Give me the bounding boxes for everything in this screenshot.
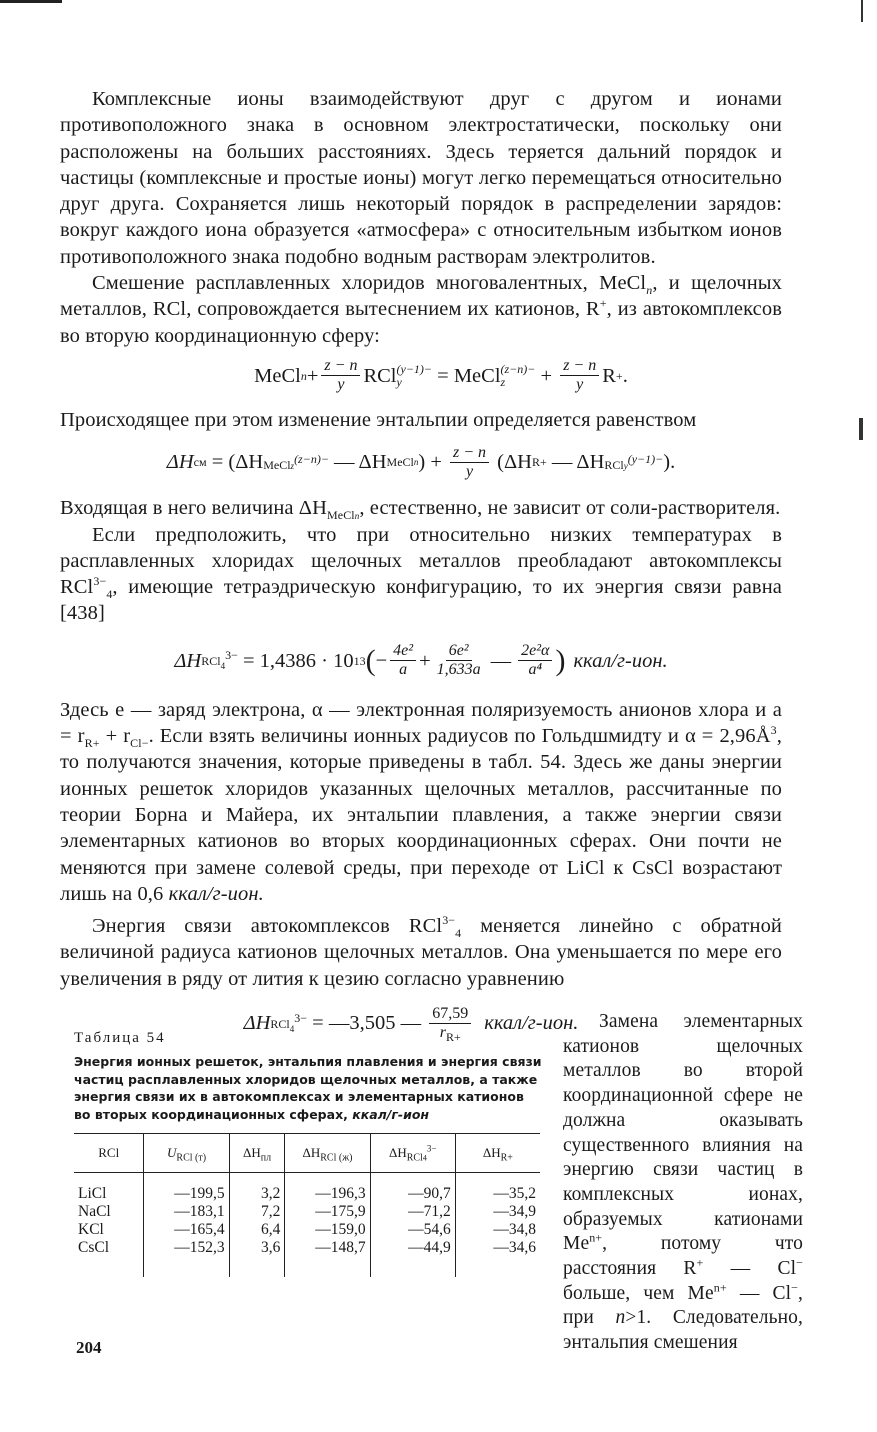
cell-value: CsCl [78, 1239, 110, 1256]
formula-term: 4 [220, 661, 226, 672]
text-run: Если предположить, что при относительно низких температурах в расплавленных хлоридах щелочных металлов преобладают автокомплексы RCl [60, 523, 782, 599]
cell-value: 3,6 [261, 1239, 281, 1256]
table-row [74, 1173, 540, 1278]
text-run: . Если взять величины ионных радиусов по Гольдшмидту и α = 2,96Å [148, 725, 771, 748]
cell-value: —90,7 [408, 1185, 451, 1202]
fraction [321, 357, 360, 394]
text-run: ккал/г-ион [352, 1106, 430, 1122]
formula-term: + [419, 649, 431, 672]
fraction [434, 642, 484, 679]
formula-term: — ΔH [328, 451, 387, 474]
fraction [390, 642, 416, 679]
fraction-numerator: 4e² [390, 642, 416, 661]
text-run: 3− [93, 574, 107, 589]
text-run: Смешение расплавленных хлоридов многовалентных, MeCl [92, 272, 647, 295]
index-stack [397, 363, 433, 389]
fraction-denominator: a [399, 661, 408, 679]
equation-mixing-enthalpy: ΔH см = (ΔH MeClz(z−n)− — ΔH MeCl n ) + $\frac{z - n}{y}$ (ΔH R+ — ΔH RCly(y−1)− ). [166, 443, 676, 480]
text-run: 3 [770, 723, 777, 738]
formula-term: = —3,505 — [307, 1012, 427, 1035]
fraction-denominator: a⁴ [528, 661, 543, 679]
fraction-numerator: 67,59 [429, 1005, 471, 1024]
formula-term: 3− [225, 648, 238, 663]
formula-term: ΔH [243, 1012, 271, 1035]
text-run: Замена элементарных катионов щелочных металлов во второй координационной сфере не должна оказывать существенного влияния на энергию связи частиц в комплексных ионах, образуемых катионами Me [563, 1011, 803, 1255]
text-run: RCl (ж) [320, 1152, 353, 1164]
equation-bond-energy: ΔH RCl$_4$3− = 1,4386 · 10 13 ( − $\frac{\text{4e²}}{a}$ + $\frac{\text{6e²}}{1,633a}$ — $\frac{\text{2e²α}}{\text{a⁴}}$ ) ккал/г-ион. [60, 627, 782, 695]
paragraph [60, 495, 782, 521]
formula-term: ). [663, 451, 676, 474]
formula-term: R [602, 364, 616, 387]
text-run: 3− [426, 1143, 437, 1154]
fraction-denominator: y [576, 376, 584, 394]
cell-value: —199,5 [174, 1185, 225, 1202]
text-run: + [696, 1255, 704, 1270]
text-run: n [646, 283, 653, 298]
cell-value: —44,9 [408, 1239, 451, 1256]
table-cell-autocomplex-energy [370, 1173, 455, 1278]
equation-exchange: MeCl n + $\frac{z - n}{y}$ RCl (y−1)− y = MeCl (z−n)− z + $\frac{z - n}{y}$ R + . [254, 357, 628, 394]
formula-term: — ΔH [546, 451, 605, 474]
fraction-numerator: 2e²α [518, 642, 552, 661]
index-group [201, 640, 238, 681]
formula-term: R+ [445, 1029, 461, 1044]
cell-value: —148,7 [315, 1239, 366, 1256]
paragraph: Комплексные ионы взаимодействуют друг с другом и ионами противоположного знака в основном электростатически, поскольку они расположены на больших расстояниях. Здесь теряется дальний порядок и частицы (комплексные и простые ионы) могут легко перемещаться относительно друг друга. Сохраняется лишь некоторый порядок в распределении зарядов: вокруг каждого иона образуется «атмосфера» с относительным избытком ионов противоположного знака подобно водным растворам электролитов. [60, 88, 782, 268]
text-run: , при [563, 1282, 803, 1329]
text-run: R+ [500, 1152, 513, 1164]
text-run: n [615, 1307, 626, 1329]
formula-term: ( [365, 643, 376, 677]
text-run: , естественно, не зависит от соли-растворителя. [359, 497, 781, 520]
index-group [604, 444, 663, 481]
formula-term: + [535, 364, 558, 387]
formula-term: r [439, 1023, 446, 1041]
text-run: 4 [422, 1153, 427, 1163]
text-run: U [167, 1145, 177, 1160]
text-run: Энергия связи автокомплексов RCl [92, 915, 443, 938]
cell-value: LiCl [78, 1185, 107, 1202]
formula-term: = 1,4386 · 10 [237, 649, 354, 672]
table-title [74, 1053, 542, 1123]
formula-term: (ΔH [492, 451, 532, 474]
cell-value: —35,2 [493, 1185, 536, 1202]
side-column-text [563, 1010, 803, 1356]
formula-term: z [290, 460, 295, 471]
text-run: RCl (т) [176, 1152, 207, 1164]
paragraph [60, 522, 782, 627]
fraction-numerator: z − n [321, 357, 360, 376]
text-run: , имеющие тетраэдрическую конфигурацию, то их энергия связи равна [438] [60, 576, 782, 625]
text-run: Входящая в него величина ΔH [60, 497, 327, 520]
paragraph [563, 1010, 803, 1356]
text-run: n [354, 511, 360, 522]
text-run: n+ [589, 1230, 603, 1245]
table-header-row [74, 1134, 540, 1173]
formula-term: RCl [363, 364, 397, 387]
fraction-numerator: 6e² [446, 642, 472, 661]
cell-value: —34,9 [493, 1203, 536, 1220]
text-run: больше, чем Me [563, 1282, 714, 1304]
formula-unit: ккал/г-ион. [573, 649, 668, 672]
text-run: − [796, 1255, 803, 1270]
index-stack [501, 363, 536, 389]
formula-term: (z−n)− [500, 361, 536, 376]
formula-term: 3− [294, 1010, 308, 1025]
paragraph [60, 913, 782, 992]
text-run: + [599, 296, 607, 311]
paragraph [60, 697, 782, 907]
formula-term: MeCl [263, 457, 291, 472]
text-run: + r [99, 725, 131, 748]
cell-value: —159,0 [315, 1221, 366, 1238]
top-edge-rule [0, 0, 62, 3]
formula-term: MeCl [453, 364, 501, 387]
text-run: меняется линейно с обратной величиной радиуса катионов щелочных металлов. Она уменьшается по мере его увеличения в ряду от лития к цезию согласно уравнению [60, 915, 782, 990]
text-run: , и щелочных металлов, RCl, сопровождается вытеснением их катионов, R [60, 272, 783, 321]
formula-term: = [432, 364, 454, 387]
text-run: Cl− [130, 736, 149, 751]
text-run: >1. Следовательно, энтальпия смешения [563, 1307, 803, 1354]
text-run: 4 [455, 926, 462, 941]
fraction [450, 444, 489, 481]
text-run: — Cl [703, 1258, 797, 1280]
text-run: , то получаются значения, которые приведены в табл. 54. Здесь же даны энергии ионных решеток хлоридов указанных щелочных металлов, рассчитанные по теории Борна и Майера, их энтальпии плавления, а также энергии связи элементарных катионов во вторых координационных сферах. Они почти не меняются при замене солевой среды, при переходе от LiCl к CsCl возрастают лишь на 0,6 [60, 725, 782, 905]
table-cell-cation-energy [455, 1173, 540, 1278]
fraction-numerator: z − n [450, 444, 489, 463]
formula-term: . [622, 364, 628, 387]
column-header [455, 1134, 540, 1173]
table-cell-lattice-energy [144, 1173, 229, 1278]
text-run: ккал/г-ион. [168, 882, 264, 905]
cell-value: KCl [78, 1221, 104, 1238]
formula-term: (y−1)− [396, 361, 433, 376]
cell-value: —54,6 [408, 1221, 451, 1238]
formula-term: — [490, 649, 512, 672]
fraction-denominator: y [465, 462, 474, 480]
fraction-denominator: 1,633a [436, 661, 481, 679]
column-header [285, 1134, 370, 1173]
formula-term: ) + [418, 451, 448, 474]
cell-value: —196,3 [315, 1185, 366, 1202]
column-header [370, 1134, 455, 1173]
formula-term: z [500, 374, 506, 389]
index-group [263, 444, 329, 481]
text-run: R+ [84, 736, 100, 751]
column-header [229, 1134, 285, 1173]
text-run: , из автокомплексов во вторую координационную сферу: [60, 298, 782, 347]
text-run: Здесь e — заряд электрона, α — электронная поляризуемость анионов хлора и a = r [60, 698, 782, 748]
table-block [74, 1030, 542, 1277]
cell-value: —34,6 [493, 1239, 536, 1256]
margin-mark [859, 418, 863, 440]
fraction [560, 357, 599, 394]
cell-value: —165,4 [174, 1221, 225, 1238]
formula-term: (y−1)− [627, 451, 664, 466]
text-run: n+ [713, 1280, 727, 1295]
text-run: RCl [406, 1152, 423, 1164]
formula-term: RCl [604, 457, 624, 472]
cell-value: —71,2 [408, 1203, 451, 1220]
formula-term: 4 [289, 1023, 295, 1034]
fraction-denominator: y [337, 376, 345, 394]
formula-term: RCl [270, 1016, 290, 1031]
cell-value: —183,1 [174, 1203, 225, 1220]
paragraph [60, 270, 782, 349]
table-caption: Таблица 54 [74, 1030, 166, 1046]
formula-term: = (ΔH [206, 451, 264, 474]
main-text [60, 86, 782, 1054]
formula-term: ΔH [174, 649, 202, 672]
formula-term: ) [555, 643, 566, 677]
text-run: − [791, 1280, 799, 1295]
formula-term: (z−n)− [294, 451, 329, 466]
text-run: ΔH [482, 1145, 501, 1160]
text-run: пл [260, 1152, 272, 1164]
formula-term: y [623, 460, 628, 471]
text-run: — Cl [726, 1282, 792, 1304]
cell-value: 7,2 [261, 1203, 281, 1220]
formula-term: RCl [201, 654, 221, 669]
formula-term: + [306, 364, 319, 387]
text-run: Энергия ионных решеток, энтальпия плавления и энергия связи частиц расплавленных хлоридов щелочных металлов, а также энергия связи их в автокомплексах и элементарных катионов во вторых координационных сферах, [74, 1054, 542, 1122]
cell-value: 3,2 [261, 1185, 281, 1202]
text-run: MeCl [327, 508, 355, 523]
formula-term: − [375, 649, 388, 672]
formula-term: MeCl [254, 364, 301, 387]
table-cell-melting-enthalpy [229, 1173, 285, 1278]
paragraph: Происходящее при этом изменение энтальпии определяется равенством [60, 408, 697, 431]
cell-value: 6,4 [261, 1221, 281, 1238]
page-number: 204 [76, 1338, 102, 1357]
cell-value: —175,9 [315, 1203, 366, 1220]
text-run: ΔH [302, 1145, 321, 1160]
column-header [74, 1134, 144, 1173]
formula-unit: ккал/г-ион. [484, 1012, 579, 1035]
text-run: ΔH [242, 1145, 261, 1160]
text-run: , потому что расстояния R [563, 1233, 803, 1280]
fraction [518, 642, 552, 679]
table-cell-salts [74, 1173, 144, 1278]
text-run: 4 [106, 587, 113, 602]
formula-term: y [396, 374, 402, 389]
column-header [144, 1134, 229, 1173]
text-run: ΔH [388, 1145, 407, 1160]
text-run: RCl [98, 1145, 120, 1160]
text-run: 3− [442, 913, 456, 928]
cell-value: —152,3 [174, 1239, 225, 1256]
cell-value: —34,8 [493, 1221, 536, 1238]
cell-value: NaCl [78, 1203, 111, 1220]
margin-mark [861, 0, 863, 22]
table-cell-liquid-energy [285, 1173, 370, 1278]
data-table [74, 1133, 540, 1277]
formula-term: ΔH [166, 451, 194, 474]
fraction-numerator: z − n [560, 357, 599, 376]
